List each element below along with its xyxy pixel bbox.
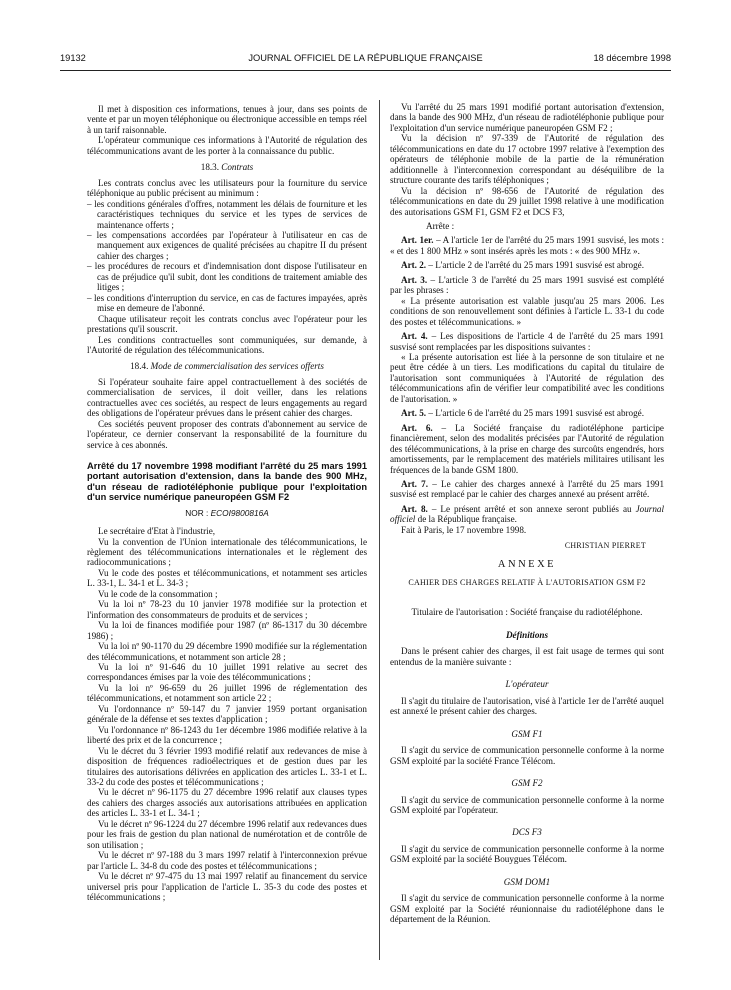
column-divider (379, 100, 380, 960)
paragraph: L'opérateur communique ces informations à l'Autorité de régulation des télécommunications avant de les porter à la connaissance du public. (87, 135, 367, 156)
visa: Vu le décret nº 96-1175 du 27 décembre 1996 relatif aux clauses types des cahiers des charges associés aux autorisations attribuées en application des articles L. 33-1 et L. 34-1 ; (87, 787, 367, 819)
article-2 (390, 260, 664, 270)
place-date: Fait à Paris, le 17 novembre 1998. (401, 524, 527, 535)
section-number: 18.3. (200, 162, 219, 173)
section-title: Mode de commercialisation des services offerts (150, 361, 324, 372)
visa: Vu la loi nº 96-659 du 26 juillet 1996 de réglementation des télécommunications, et notamment son article 22 ; (87, 682, 367, 704)
section-heading-18-4 (87, 361, 367, 371)
definition-term: GSM F2 (511, 778, 543, 789)
definition-term: GSM DOM1 (503, 876, 551, 887)
visa: Vu l'ordonnance nº 86-1243 du 1er décembre 1986 modifiée relative à la liberté des prix et de la concurrence ; (87, 724, 367, 746)
article-quote: « La présente autorisation est liée à la personne de son titulaire et ne peut être cédée à un tiers. Les modifications du capital du titulaire de l'autorisation sont communiquées à l'Autorité de régulation des télécommunications afin de vérifier leur compatibilité avec les conditions de l'autorisation. » (390, 351, 664, 404)
section-title: Contrats (221, 162, 254, 173)
article-text: – La Société française du radiotéléphone participe financièrement, selon des modalités précisées par l'Autorité de régulation des télécommunications, à la prise en charge des surcoûts engendrés, hors amortissements, par le remplacement des matériels militaires utilisant les fréquences de la bande GSM 1800. (390, 422, 664, 475)
paragraph: Le secrétaire d'Etat à l'industrie, (98, 526, 216, 537)
list-item: – les conditions générales d'offres, notamment les délais de fourniture et les caractéristiques techniques du service et les types de services de maintenance offerts ; (87, 198, 367, 230)
arrete-label: Arrête : (426, 220, 455, 231)
visa: Vu le décret nº 96-1224 du 27 décembre 1996 relatif aux redevances dues pour les frais de gestion du plan national de numérotation et de contrôle de son utilisation ; (87, 818, 367, 850)
annexe-title: ANNEXE (497, 558, 557, 570)
visa: Vu la loi nº 78-23 du 10 janvier 1978 modifiée sur la protection et l'information des consommateurs de produits et de services ; (87, 599, 367, 620)
paragraph: Dans le présent cahier des charges, il est fait usage de termes qui sont entendus de la manière suivante : (390, 646, 664, 667)
visa: Vu le décret nº 97-475 du 13 mai 1997 relatif au financement du service universel pris pour l'application de l'article L. 35-3 du code des postes et télécommunications ; (87, 871, 367, 902)
article-6 (390, 423, 664, 475)
definition-term: DCS F3 (512, 827, 542, 838)
issue-date: 18 décembre 1998 (593, 53, 671, 63)
visa: Vu la décision nº 97-339 de l'Autorité de régulation des télécommunications en date du 17 octobre 1997 relative à l'exemption des opérateurs de téléphonie mobile de la partie de la rémunération additionnelle à l'interconnexion correspondant au déséquilibre de la structure courante des tarifs téléphoniques ; (390, 133, 664, 186)
article-text: – L'article 6 de l'arrêté du 25 mars 1991 susvisé est abrogé. (428, 408, 645, 419)
article-1 (390, 235, 664, 256)
article-text: – Le cahier des charges annexé à l'arrêté du 25 mars 1991 susvisé est remplacé par le cahier des charges annexé au présent arrêté. (390, 478, 665, 500)
paragraph: Ces sociétés peuvent proposer des contrats d'abonnement au service de l'opérateur, ce dernier conservant la responsabilité de la fourniture du service à ces abonnés. (87, 418, 367, 450)
paragraph: Il met à disposition ces informations, tenues à jour, dans ses points de vente et par un moyen téléphonique ou électronique accessible en temps réel à un tarif raisonnable. (87, 104, 367, 135)
visa: Vu le décret nº 97-188 du 3 mars 1997 relatif à l'interconnexion prévue par l'article L. 34-8 du code des postes et télécommunications ; (87, 850, 367, 871)
visa: Vu la loi de finances modifiée pour 1987 (nº 86-1317 du 30 décembre 1986) ; (87, 620, 367, 641)
definition-term: GSM F1 (511, 728, 543, 739)
titulaire: Titulaire de l'autorisation : Société française du radiotéléphone. (411, 606, 643, 617)
definition-text: Il s'agit du titulaire de l'autorisation, visé à l'article 1er de l'arrêté auquel est annexé le présent cahier des charges. (390, 695, 664, 717)
paragraph: Chaque utilisateur reçoit les contrats conclus avec l'opérateur pour les prestations qu'il souscrit. (87, 313, 367, 335)
list-item: – les conditions d'interruption du service, en cas de factures impayées, après mise en demeure de l'abonné. (87, 292, 367, 314)
definition-text: Il s'agit du service de communication personnelle conforme à la norme GSM exploité par la société Bouygues Télécom. (390, 843, 664, 865)
article-label: Art. 6. (401, 422, 433, 433)
article-5 (390, 408, 664, 418)
definition-term: L'opérateur (505, 679, 549, 690)
article-label: Art. 1er. (401, 235, 434, 246)
nor-reference (87, 508, 367, 518)
section-number: 18.4. (130, 361, 149, 372)
header-rule (60, 70, 671, 71)
article-8 (390, 504, 664, 525)
article-label: Art. 3. (401, 274, 428, 285)
right-column (390, 102, 664, 925)
visa: Vu la loi nº 90-1170 du 29 décembre 1990 modifiée sur la réglementation des télécommunications, et notamment son article 28 ; (87, 641, 367, 662)
arrete-title: Arrêté du 17 novembre 1998 modifiant l'arrêté du 25 mars 1991 portant autorisation d'extension, dans la bande des 900 MHz, d'un réseau de radiotéléphonie publique pour l'exploitation d'un service numérique paneuropéen GSM F2 (87, 461, 367, 503)
section-heading-18-3 (87, 162, 367, 172)
article-label: Art. 2. (401, 260, 427, 271)
nor-code: ECOI9800816A (210, 507, 269, 518)
visa: Vu la décision nº 98-656 de l'Autorité de régulation des télécommunications en date du 29 juillet 1998 relative à une modification des autorisations GSM F1, GSM F2 et DCS F3, (390, 185, 664, 217)
article-text: – L'article 3 de l'arrêté du 25 mars 1991 susvisé est complété par les phrases : (390, 274, 665, 296)
signature: CHRISTIAN PIERRET (564, 541, 646, 551)
article-7 (390, 479, 664, 500)
paragraph: Les conditions contractuelles sont communiquées, sur demande, à l'Autorité de régulation des télécommunications. (87, 334, 367, 355)
visa: Vu le code de la consommation ; (98, 588, 218, 599)
article-text: – Les dispositions de l'article 4 de l'arrêté du 25 mars 1991 susvisé sont remplacées par les dispositions suivantes : (390, 331, 664, 352)
journal-name: Journal officiel (390, 503, 665, 525)
article-4 (390, 331, 664, 352)
list-item: – les compensations accordées par l'opérateur à l'utilisateur en cas de manquement aux exigences de qualité précisées au chapitre II du présent cahier des charges ; (87, 229, 367, 261)
paragraph: Les contrats conclus avec les utilisateurs pour la fourniture du service téléphonique au public précisent au minimum : (87, 177, 367, 199)
visa: Vu l'arrêté du 25 mars 1991 modifié portant autorisation d'extension, dans la bande des 900 MHz, d'un réseau de radiotéléphonie publique pour l'exploitation d'un service numérique paneuropéen GSM F2 ; (390, 102, 664, 133)
definitions-heading: Définitions (505, 630, 549, 641)
left-column (87, 104, 367, 902)
list-item: – les procédures de recours et d'indemnisation dont dispose l'utilisateur en cas de préjudice qu'il subit, dont les conditions de traitement amiable des litiges ; (87, 261, 367, 293)
visa: Vu l'ordonnance nº 59-147 du 7 janvier 1959 portant organisation générale de la défense et ses textes d'application ; (87, 703, 367, 725)
article-label: Art. 4. (401, 331, 428, 342)
article-label: Art. 7. (401, 478, 429, 489)
article-3 (390, 275, 664, 296)
journal-title: JOURNAL OFFICIEL DE LA RÉPUBLIQUE FRANÇAISE (248, 53, 483, 63)
article-text: de la République française. (417, 514, 517, 525)
article-label: Art. 5. (401, 408, 427, 419)
article-text: – L'article 2 de l'arrêté du 25 mars 1991 susvisé est abrogé. (428, 260, 645, 271)
definition-text: Il s'agit du service de communication personnelle conforme à la norme GSM exploité par la Société réunionnaise du radiotéléphone dans le département de la Réunion. (390, 893, 664, 925)
page-number: 19132 (60, 53, 86, 63)
definition-text: Il s'agit du service de communication personnelle conforme à la norme GSM exploité par l'opérateur. (390, 794, 664, 816)
article-quote: « La présente autorisation est valable jusqu'au 25 mars 2006. Les conditions de son renouvellement sont définies à l'article L. 33-1 du code des postes et télécommunications. » (390, 295, 664, 327)
article-text: – A l'article 1er de l'arrêté du 25 mars 1991 susvisé, les mots : « et des 1 800 MHz » sont insérés après les mots : « des 900 MHz ». (390, 235, 665, 256)
visa: Vu le code des postes et télécommunications, et notamment ses articles L. 33-1, L. 34-1 et L. 34-3 ; (87, 567, 367, 589)
visa: Vu le décret du 3 février 1993 modifié relatif aux redevances de mise à disposition de fréquences radioélectriques et de gestion dues par les titulaires des autorisations délivrées en application des articles L. 33-1 et L. 33-2 du code des postes et télécommunications ; (87, 745, 367, 787)
visa: Vu la loi nº 91-646 du 10 juillet 1991 relative au secret des correspondances émises par la voie des télécommunications ; (87, 662, 367, 683)
visa: Vu la convention de l'Union internationale des télécommunications, le règlement des télécommunications internationales et le règlement des radiocommunications ; (87, 536, 367, 568)
paragraph: Si l'opérateur souhaite faire appel contractuellement à des sociétés de commercialisation de services, il doit veiller, dans les relations contractuelles avec ces sociétés, au respect de leurs engagements au regard des obligations de l'opérateur prévues dans le présent cahier des charges. (87, 376, 367, 419)
cahier-title: CAHIER DES CHARGES RELATIF À L'AUTORISATION GSM F2 (408, 578, 646, 588)
article-label: Art. 8. (401, 503, 428, 514)
definition-text: Il s'agit du service de communication personnelle conforme à la norme GSM exploité par la société France Télécom. (390, 745, 664, 766)
page-header (60, 53, 671, 67)
nor-label: NOR : (185, 507, 209, 518)
article-text: – Le présent arrêté et son annexe seront publiés au (431, 503, 632, 514)
